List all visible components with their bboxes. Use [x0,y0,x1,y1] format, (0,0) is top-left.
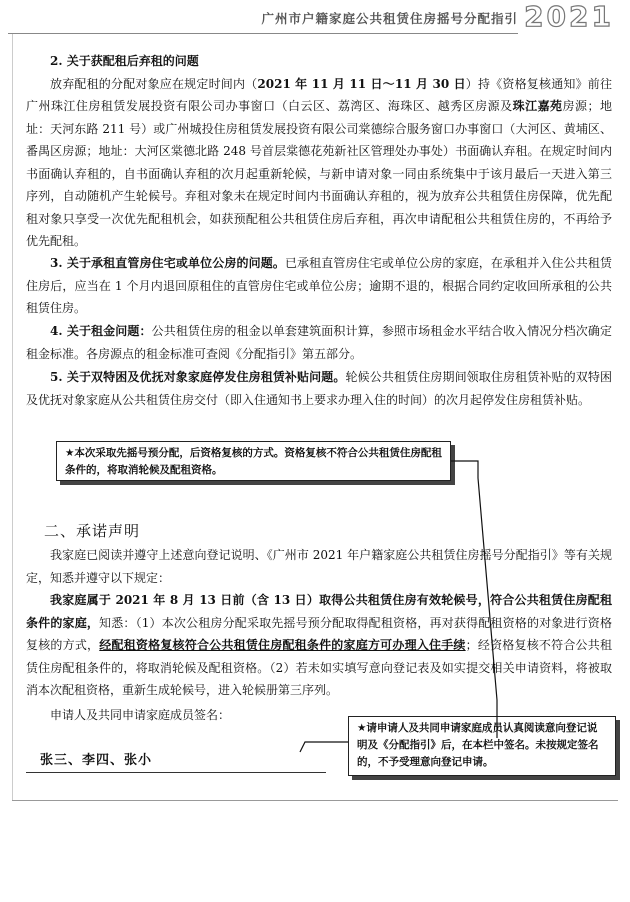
left-margin-rule [12,34,13,800]
section-2-promise: 我家庭属于 2021 年 8 月 13 日前（含 13 日）取得公共租赁住房有效轮候号，符合公共租赁住房配租条件的家庭，知悉：（1）本次公租房分配采取先摇号预分配取得配租资格，再对获得配租资格的对象进行资格复核的方式，经配租资格复核符合公共租赁住房配租条件的家庭方可办理入住手续；经资格复核不符合公共租赁住房配租条件的，将取消轮候及配租资格。（2）若未如实填写意向登记表及如实提交相关申请资料，将被取消本次配租资格，重新生成轮候号，进入轮候册第三序列。 [26,593,612,697]
item-2 [26,50,612,253]
item-2-place: 珠江嘉苑 [512,99,563,113]
signature-names: 张三、李四、张小 [40,753,153,768]
item-5-heading: 5. 关于双特困及优抚对象家庭停发住房租赁补贴问题。 [50,370,346,384]
promise-underlined: 经配租资格复核符合公共租赁住房配租条件的家庭方可办理入住手续 [99,638,466,652]
signature-line [26,772,326,773]
sign-label: 申请人及共同申请家庭成员签名： [50,707,231,722]
item-4-heading: 4. 关于租金问题： [50,324,152,338]
item-2-dates: 2021 年 11 月 11 日～11 月 30 日 [257,76,466,91]
callout-note-1: ★本次采取先摇号预分配，后资格复核的方式。资格复核不符合公共租赁住房配租条件的，将取消轮候及配租资格。 [56,441,451,481]
item-2-heading: 2. 关于获配租后弃租的问题 [50,54,199,68]
item-2-body: 放弃配租的分配对象应在规定时间内（2021 年 11 月 11 日～11 月 30 日）持《资格复核通知》前往广州珠江住房租赁发展投资有限公司办事窗口（白云区、荔湾区、海珠区、越秀区房源及珠江嘉苑房源；地址：天河东路 211 号）或广州城投住房租赁发展投资有限公司棠德综合服务窗口办事窗口（大河区、黄埔区、番禺区房源；地址：大河区棠德北路 248 号首层棠德花苑新社区管理处办事处）书面确认弃租。在规定时间内书面确认弃租的，自书面确认弃租的次月起重新轮候，与新申请对象一同由系统集中于该月最后一天进入第三序列，自动随机产生轮候号。弃租对象未在规定时间内书面确认弃租的，视为放弃公共租赁住房保障，优先配租对象只享受一次优先配租机会，如获预配租公共租赁住房后弃租，再次申请配租公共租赁住房的，不再给予优先配租。 [26,76,612,248]
section-2-body [26,544,612,726]
section-2-intro: 我家庭已阅读并遵守上述意向登记说明、《广州市 2021 年户籍家庭公共租赁住房摇号分配指引》等有关规定，知悉并遵守以下规定： [26,548,612,585]
item-3-body: 已承租直管房住宅或单位公房的家庭，在承租并入住公共租赁住房后，应当在 1 个月内退回原租住的直管房住宅或单位公房；逾期不退的，根据合同约定收回所承租的公共租赁住房。 [26,256,612,315]
item-4-body: 公共租赁住房的租金以单套建筑面积计算，参照市场租金水平结合收入情况分档次确定租金标准。各房源点的租金标准可查阅《分配指引》第五部分。 [26,324,612,361]
bottom-rule [12,800,618,801]
connector-line-2 [300,742,348,752]
header-year: 2021 [524,0,614,33]
header-title: 广州市户籍家庭公共租赁住房摇号分配指引 [261,11,518,26]
section-2-title: 二、承诺声明 [44,522,141,540]
item-3 [26,252,612,320]
header-rule [8,33,518,34]
page-header [0,0,630,34]
callout-note-2: ★请申请人及共同申请家庭成员认真阅读意向登记说明及《分配指引》后，在本栏中签名。未按规定签名的，不予受理意向登记申请。 [348,716,616,776]
item-5 [26,366,612,411]
item-4 [26,320,612,365]
promise-bold: 我家庭属于 2021 年 8 月 13 日前（含 13 日）取得公共租赁住房有效轮候号，符合公共租赁住房配租条件的家庭， [26,593,612,630]
item-3-heading: 3. 关于承租直管房住宅或单位公房的问题。 [50,256,285,270]
item-5-body: 轮候公共租赁住房期间领取住房租赁补贴的双特困及优抚对象家庭从公共租赁住房交付（即入住通知书上要求办理入住的时间）的次月起停发住房租赁补贴。 [26,370,612,407]
